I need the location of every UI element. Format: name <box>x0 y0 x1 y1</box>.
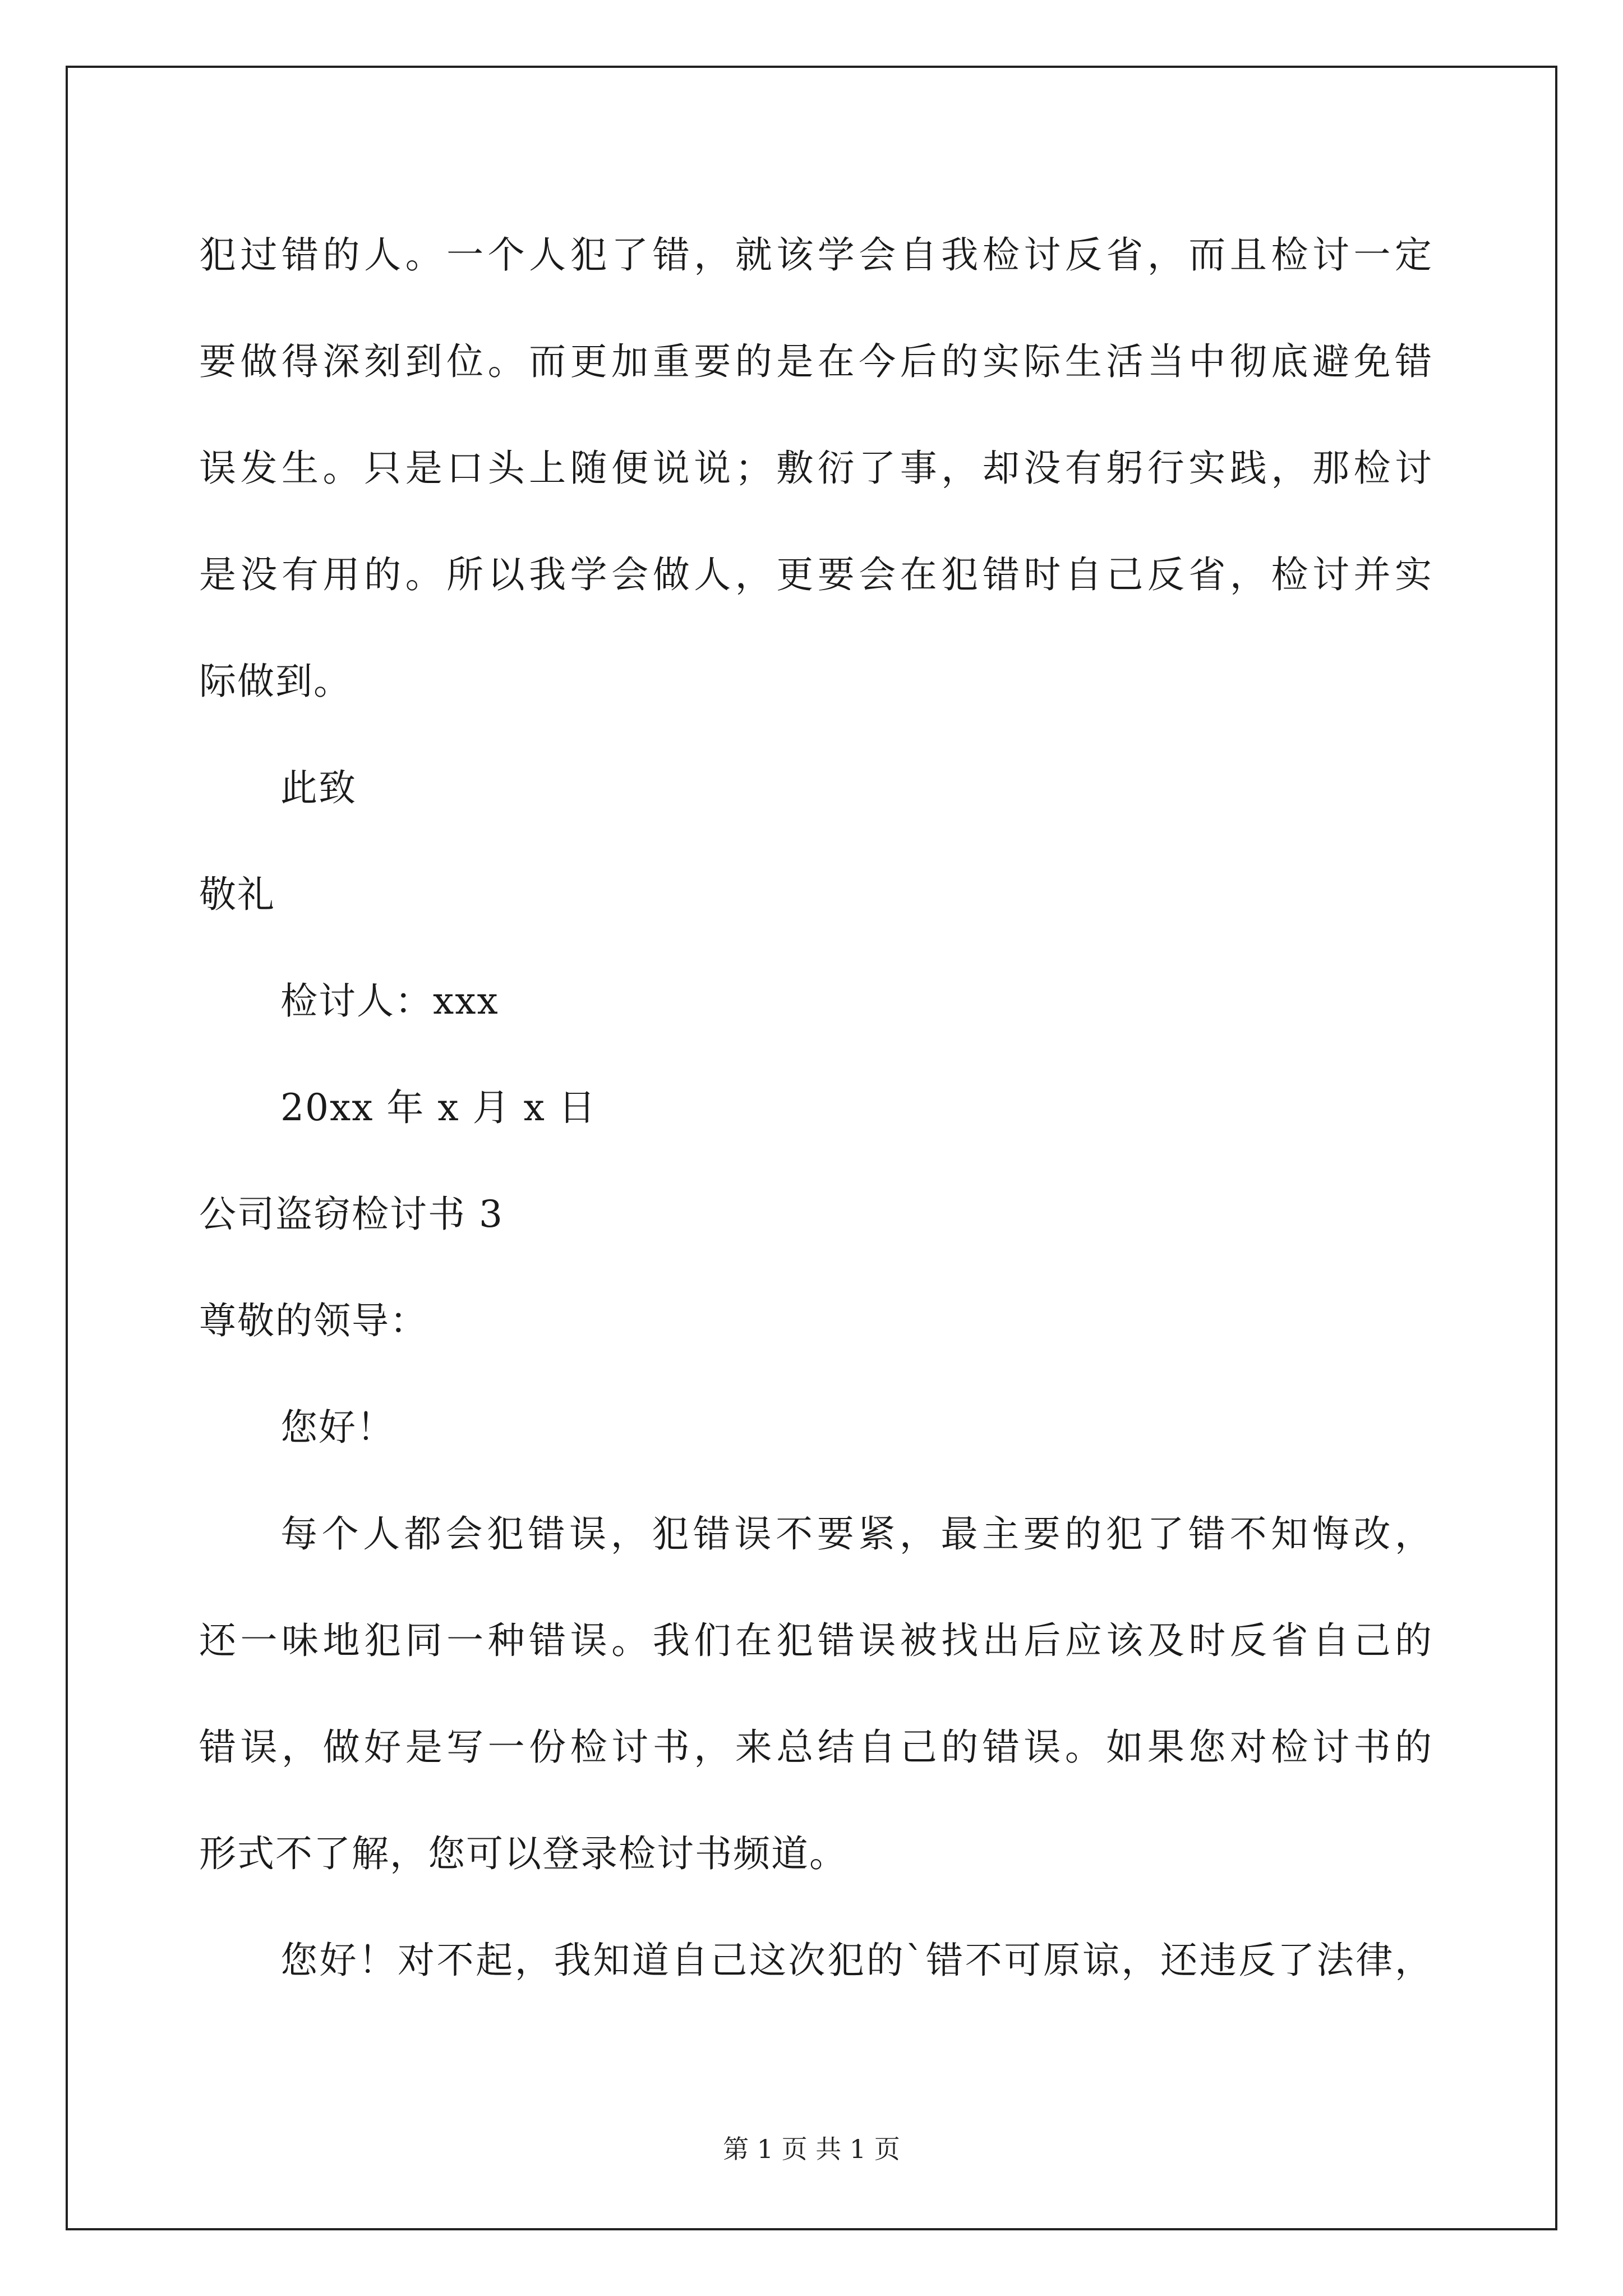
text-line: 还一味地犯同一种错误。我们在犯错误被找出后应该及时反省自己的 <box>199 1619 1433 1662</box>
closing-salutation: 此致 <box>280 766 357 809</box>
text-line: 要做得深刻到位。而更加重要的是在今后的实际生活当中彻底避免错 <box>199 340 1433 383</box>
text-line: 误发生。只是口头上随便说说；敷衍了事，却没有躬行实践，那检讨 <box>199 447 1433 490</box>
page-footer: 第 1 页 共 1 页 <box>723 2134 900 2164</box>
letter-salutation: 尊敬的领导： <box>199 1299 428 1342</box>
signature-date: 20xx 年 x 月 x 日 <box>280 1086 597 1129</box>
text-line: 每个人都会犯错误，犯错误不要紧，最主要的犯了错不知悔改， <box>280 1512 1433 1556</box>
text-line: 际做到。 <box>199 660 352 703</box>
text-line: 错误，做好是写一份检讨书，来总结自己的错误。如果您对检讨书的 <box>199 1726 1433 1769</box>
signature-author: 检讨人：xxx <box>280 979 499 1023</box>
text-line: 犯过错的人。一个人犯了错，就该学会自我检讨反省，而且检讨一定 <box>199 233 1433 277</box>
greeting: 您好！ <box>280 1406 395 1449</box>
text-line: 是没有用的。所以我学会做人，更要会在犯错时自己反省，检讨并实 <box>199 553 1433 596</box>
text-line: 形式不了解，您可以登录检讨书频道。 <box>199 1832 847 1875</box>
document-body <box>199 202 1433 2014</box>
section-title: 公司盗窃检讨书 3 <box>199 1193 504 1236</box>
text-line: 您好！对不起，我知道自己这次犯的`错不可原谅，还违反了法律， <box>280 1939 1433 1982</box>
closing-regards: 敬礼 <box>199 873 275 916</box>
